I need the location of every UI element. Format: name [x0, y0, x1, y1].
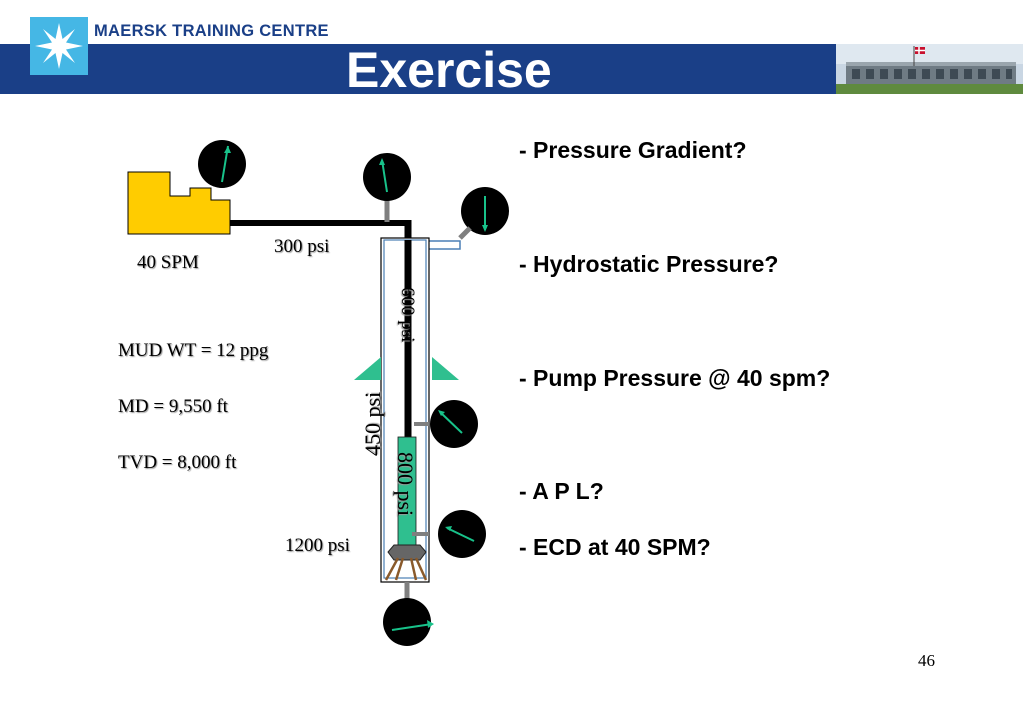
bottomhole-gauge — [383, 582, 434, 646]
casing-shoe-left — [354, 357, 381, 380]
question-pressure-gradient: - Pressure Gradient? — [519, 137, 747, 163]
mud-weight-label: MUD WT = 12 ppg — [118, 340, 269, 361]
question-hydrostatic-pressure: - Hydrostatic Pressure? — [519, 251, 779, 277]
pump-pressure-label: 300 psi — [274, 236, 330, 257]
drillpipe-pressure-label: 600 psi — [397, 287, 418, 343]
tvd-label: TVD = 8,000 ft — [118, 452, 237, 473]
question-apl: - A P L? — [519, 478, 604, 504]
question-ecd: - ECD at 40 SPM? — [519, 534, 711, 560]
page-title: Exercise — [346, 42, 552, 98]
flowline — [427, 241, 460, 249]
page-number: 46 — [918, 651, 935, 670]
drill-bit — [388, 545, 426, 560]
standpipe-gauge — [363, 153, 411, 222]
pump-gauge — [198, 140, 246, 188]
annulus-pressure-label: 450 psi — [360, 391, 385, 456]
spm-label: 40 SPM — [137, 252, 199, 273]
casing-shoe-right — [432, 357, 459, 380]
flowline-gauge — [460, 187, 509, 238]
md-label: MD = 9,550 ft — [118, 396, 228, 417]
bha-pressure-label: 800 psi — [393, 452, 418, 517]
question-pump-pressure: - Pump Pressure @ 40 spm? — [519, 365, 831, 391]
brand-name: MAERSK TRAINING CENTRE — [94, 22, 329, 40]
bit-pressure-label: 1200 psi — [285, 535, 350, 556]
